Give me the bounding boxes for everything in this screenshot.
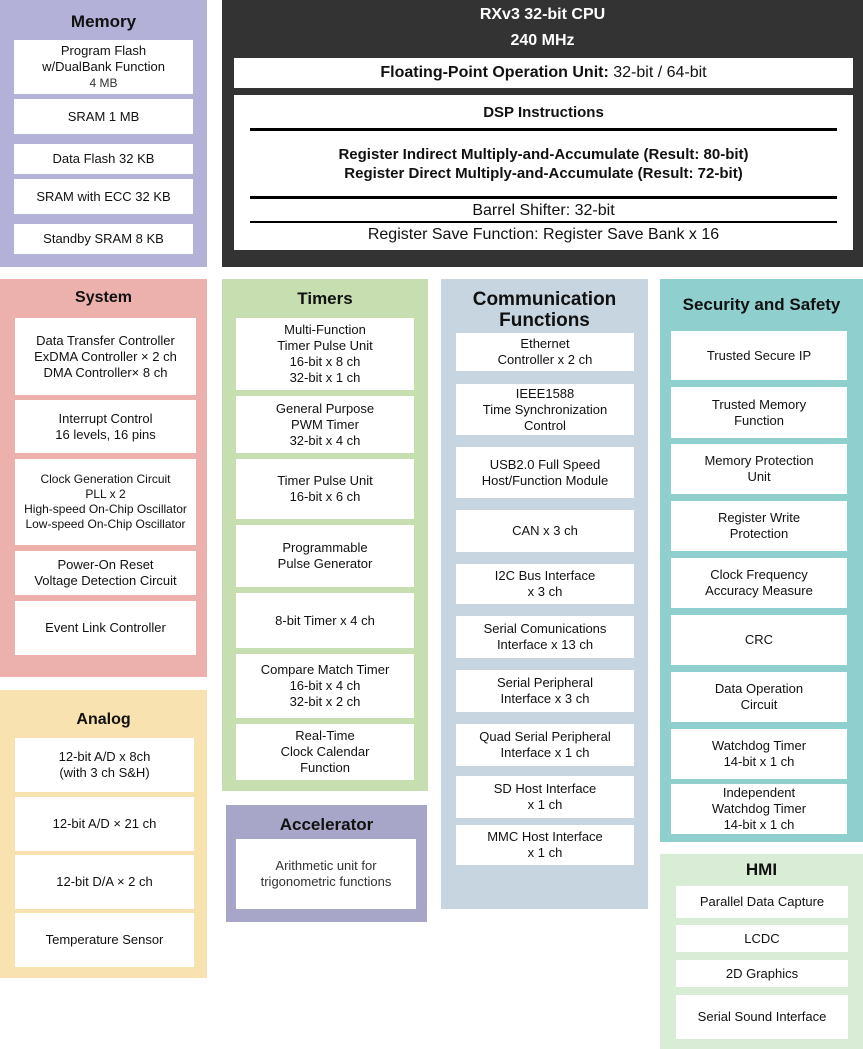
- block-label-line: Serial Peripheral: [496, 675, 594, 690]
- cpu-title: RXv3 32-bit CPU: [479, 6, 606, 23]
- block-label-line: Trusted Secure IP: [706, 347, 812, 363]
- dsp-mac-indirect: Register Indirect Multiply-and-Accumulate (Result: 80-bit): [338, 146, 749, 163]
- block-label-line: MMC Host Interface: [487, 829, 603, 844]
- timer-item: [236, 318, 414, 390]
- block-label-line: Protection: [729, 526, 789, 541]
- block-label-line: Control: [524, 417, 566, 433]
- block-label-line: Program Flash: [60, 43, 147, 58]
- communication-title-line: Communication: [472, 289, 617, 310]
- block-label-line: SRAM with ECC 32 KB: [36, 188, 171, 204]
- block-label-line: Ethernet: [520, 336, 570, 351]
- block-label-line: Standby SRAM 8 KB: [43, 231, 164, 246]
- block-label-line: Independent: [722, 785, 796, 800]
- cpu-frequency: 240 MHz: [510, 32, 575, 49]
- memory-title: Memory: [70, 12, 137, 31]
- analog-item: [15, 738, 194, 792]
- fpu-value: 32-bit / 64-bit: [608, 64, 707, 81]
- security-item: [671, 615, 847, 665]
- block-label-line: 16-bit x 6 ch: [289, 489, 361, 504]
- fpu-label: Floating-Point Operation Unit:: [380, 64, 609, 81]
- communication-panel: [441, 279, 648, 909]
- block-label-line: General Purpose: [275, 400, 375, 416]
- block-label-line: 32-bit x 4 ch: [289, 432, 361, 448]
- block-label-line: Low-speed On-Chip Oscillator: [25, 517, 186, 531]
- block-label-line: Data Transfer Controller: [36, 332, 175, 348]
- comm-item: [456, 825, 634, 865]
- block-label-line: 16 levels, 16 pins: [55, 426, 156, 442]
- memory-item: [14, 99, 193, 134]
- comm-item: [456, 670, 634, 712]
- system-item: [15, 551, 196, 595]
- accelerator-panel: [226, 805, 427, 922]
- security-item: [671, 501, 847, 551]
- block-label-line: Event Link Controller: [45, 620, 166, 635]
- system-item: [15, 400, 196, 453]
- block-label-line: PLL x 2: [85, 487, 126, 501]
- dsp-mac-direct: Register Direct Multiply-and-Accumulate (Result: 72-bit): [344, 165, 743, 182]
- system-panel: [0, 279, 207, 677]
- communication-title-line: Functions: [499, 310, 590, 331]
- block-label-line: Interrupt Control: [58, 410, 153, 426]
- block-label-line: CAN x 3 ch: [512, 523, 578, 538]
- hmi-panel: [660, 854, 863, 1049]
- block-label-line: USB2.0 Full Speed: [489, 456, 601, 472]
- block-label-line: ExDMA Controller × 2 ch: [34, 348, 177, 364]
- block-label-line: IEEE1588: [515, 385, 575, 401]
- system-title: System: [75, 289, 132, 306]
- block-label-line: Register Write: [717, 510, 801, 525]
- dsp-box: [234, 95, 853, 250]
- dsp-title: DSP Instructions: [483, 104, 604, 121]
- fpu-box: [234, 58, 853, 88]
- block-label-line: Interface x 13 ch: [496, 637, 594, 652]
- comm-item: [456, 447, 634, 498]
- dsp-divider: [250, 221, 837, 223]
- security-title: Security and Safety: [682, 295, 841, 314]
- cpu-panel: [222, 0, 863, 267]
- accelerator-item: [236, 839, 416, 909]
- block-label-line: Arithmetic unit for: [275, 858, 377, 873]
- block-label-line: Serial Comunications: [483, 621, 607, 636]
- accelerator-title: Accelerator: [279, 815, 374, 834]
- comm-item: [456, 384, 634, 435]
- analog-item: [15, 913, 194, 967]
- block-label-line: 14-bit x 1 ch: [723, 754, 795, 769]
- comm-item: [456, 564, 634, 604]
- dsp-divider: [250, 128, 837, 131]
- hmi-item: [676, 960, 848, 987]
- system-item: [15, 318, 196, 395]
- block-label-line: Clock Generation Circuit: [40, 472, 171, 486]
- block-label-line: x 3 ch: [527, 584, 563, 599]
- timers-panel: [222, 279, 428, 791]
- block-label-line: Data Operation: [714, 681, 804, 696]
- comm-item: [456, 776, 634, 818]
- block-label-line: Watchdog Timer: [711, 801, 807, 816]
- timer-item: [236, 459, 414, 519]
- security-item: [671, 444, 847, 494]
- block-label-line: 16-bit x 8 ch: [289, 354, 361, 369]
- block-label-line: Quad Serial Peripheral: [479, 729, 611, 744]
- timer-item: [236, 724, 414, 780]
- block-label-line: Data Flash 32 KB: [52, 151, 155, 166]
- block-label-line: Compare Match Timer: [260, 662, 390, 677]
- comm-item: [456, 724, 634, 766]
- block-label-line: 12-bit A/D × 21 ch: [52, 816, 157, 831]
- block-label-line: Unit: [747, 469, 771, 484]
- memory-item: [14, 224, 193, 254]
- block-label-line: Interface x 3 ch: [500, 691, 590, 706]
- block-label-line: 8-bit Timer x 4 ch: [275, 612, 375, 628]
- block-label-line: Serial Sound Interface: [697, 1009, 827, 1024]
- block-label-line: Controller x 2 ch: [497, 352, 593, 367]
- block-label-line: Clock Frequency: [710, 567, 808, 582]
- register-save: Register Save Function: Register Save Bank x 16: [367, 226, 720, 243]
- memory-item: [14, 179, 193, 214]
- block-label-line: Interface x 1 ch: [500, 745, 590, 760]
- block-label-line: Watchdog Timer: [711, 738, 807, 753]
- timer-item: [236, 593, 414, 648]
- timer-item: [236, 525, 414, 587]
- block-label-line: Voltage Detection Circuit: [34, 573, 177, 588]
- system-item: [15, 601, 196, 655]
- system-item: [15, 459, 196, 545]
- block-label-line: x 1 ch: [527, 845, 563, 860]
- analog-panel: [0, 690, 207, 978]
- hmi-item: [676, 995, 848, 1039]
- block-label-line: Function: [300, 760, 350, 775]
- security-item: [671, 331, 847, 380]
- block-label-line: 12-bit A/D x 8ch: [58, 749, 151, 764]
- block-label-line: trigonometric functions: [260, 874, 392, 889]
- hmi-item: [676, 886, 848, 918]
- block-label-line: Function: [734, 412, 784, 428]
- block-label-line: LCDC: [744, 930, 780, 946]
- block-label-line: Memory Protection: [704, 453, 814, 468]
- comm-item: [456, 510, 634, 552]
- security-item: [671, 387, 847, 438]
- block-label-line: 32-bit x 2 ch: [289, 694, 361, 709]
- block-label-line: Timer Pulse Unit: [277, 473, 373, 488]
- block-label-line: w/DualBank Function: [42, 59, 165, 74]
- block-label-line: Programmable: [282, 540, 368, 555]
- communication-title: [441, 289, 648, 331]
- dsp-divider: [250, 196, 837, 199]
- block-label-line: 16-bit x 4 ch: [289, 678, 361, 693]
- barrel-shifter: Barrel Shifter: 32-bit: [472, 202, 615, 219]
- security-panel: [660, 279, 863, 842]
- hmi-item: [676, 925, 848, 952]
- block-label-line: Real-Time: [295, 728, 355, 743]
- timer-item: [236, 654, 414, 718]
- block-label-line: Accuracy Measure: [705, 583, 813, 598]
- memory-item: [14, 144, 193, 174]
- block-label-line: 14-bit x 1 ch: [723, 817, 795, 832]
- analog-title: Analog: [76, 711, 131, 728]
- memory-item: [14, 40, 193, 94]
- security-item: [671, 729, 847, 779]
- block-label-line: Power-On Reset: [57, 557, 154, 572]
- block-label-line: High-speed On-Chip Oscillator: [24, 502, 187, 516]
- block-label-line: SD Host Interface: [493, 781, 597, 796]
- block-label-line: Circuit: [740, 697, 778, 712]
- block-label-line: Parallel Data Capture: [699, 894, 825, 909]
- block-label-line: Clock Calendar: [280, 744, 370, 759]
- block-label-line: 12-bit D/A × 2 ch: [56, 874, 153, 889]
- hmi-title: HMI: [745, 860, 778, 879]
- block-label-line: Temperature Sensor: [45, 932, 164, 947]
- block-label-line: (with 3 ch S&H): [59, 765, 150, 780]
- security-item: [671, 672, 847, 722]
- block-label-line: Pulse Generator: [277, 556, 373, 571]
- timers-title: Timers: [297, 289, 353, 308]
- block-label-line: 2D Graphics: [725, 965, 799, 981]
- block-label-line: DMA Controller× 8 ch: [43, 364, 168, 380]
- comm-item: [456, 616, 634, 658]
- block-label-line: x 1 ch: [527, 797, 563, 812]
- block-label-line: PWM Timer: [291, 416, 359, 432]
- memory-panel: [0, 0, 207, 267]
- block-label-line: SRAM 1 MB: [67, 108, 140, 124]
- analog-item: [15, 855, 194, 909]
- block-sublabel: 4 MB: [89, 76, 118, 90]
- block-label-line: Multi-Function: [284, 322, 366, 337]
- block-label-line: Trusted Memory: [711, 396, 807, 412]
- analog-item: [15, 797, 194, 851]
- block-label-line: CRC: [744, 632, 774, 647]
- security-item: [671, 784, 847, 834]
- comm-item: [456, 333, 634, 371]
- block-label-line: Time Synchronization: [482, 401, 608, 417]
- block-label-line: 32-bit x 1 ch: [289, 370, 361, 385]
- security-item: [671, 558, 847, 608]
- block-label-line: Host/Function Module: [481, 472, 609, 488]
- timer-item: [236, 396, 414, 453]
- block-label-line: Timer Pulse Unit: [277, 338, 373, 353]
- block-label-line: I2C Bus Interface: [494, 568, 596, 583]
